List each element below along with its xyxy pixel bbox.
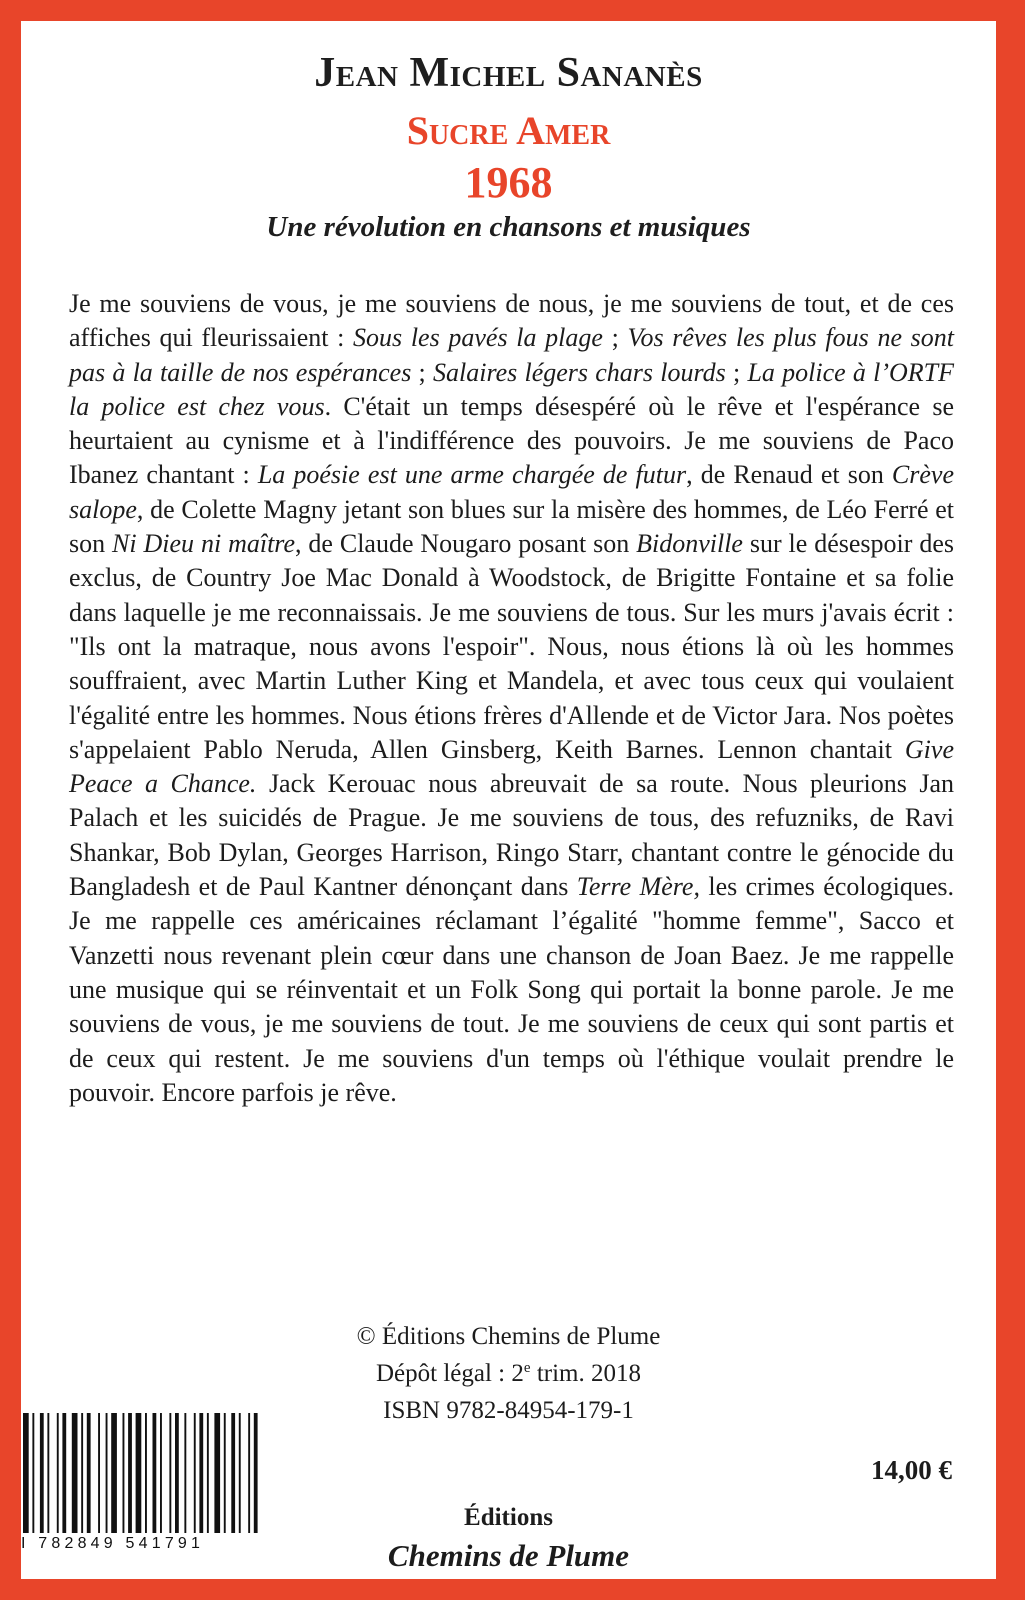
blurb-segment: . C'était un temps désespéré où le rêve et l'espérance se heurtaient au cynisme et à l'indifférence des pouvoirs. Je me souviens de Paco Ibanez chantant :	[69, 391, 954, 490]
blurb-italic-segment: Sous les pavés la plage	[353, 323, 603, 353]
copyright-line: © Éditions Chemins de Plume	[356, 1323, 661, 1350]
blurb-italic-segment: Give Peace a Chance.	[69, 734, 954, 799]
blurb-segment: ;	[411, 357, 433, 387]
back-cover	[21, 21, 996, 1579]
blurb-text	[69, 287, 954, 1110]
blurb-italic-segment: Vos rêves les plus fous ne sont pas à la taille de nos espérances	[69, 323, 954, 387]
blurb-italic-segment: Crève salope	[69, 460, 955, 524]
isbn-line: ISBN 9782-84954-179-1	[383, 1397, 634, 1424]
blurb-segment: sur le désespoir des exclus, de Country Joe Mac Donald à Woodstock, de Brigitte Fontaine et sa folie dans laquelle je me reconnaissais. Je me souviens de tous. Sur les murs j'avais écrit : "Ils ont la matraque, nous avons l'espoir". Nous, nous étions là où les hommes souffraient, avec Martin Luther King et Mandela, et avec tous ceux qui voulaient l'égalité entre les hommes. Nous étions frères d'Allende et de Victor Jara. Nos poètes s'appelaient Pablo Neruda, Allen Ginsberg, Keith Barnes. Lennon chantait	[69, 529, 954, 764]
price: 14,00 €	[871, 1455, 952, 1485]
book-title: Sucre Amer	[406, 108, 611, 153]
publisher-label: Éditions	[464, 1504, 553, 1531]
blurb-italic-segment: La police à l’ORTF la police est chez vous	[69, 357, 954, 421]
blurb-italic-segment: La poésie est une arme chargée de futur	[257, 460, 687, 490]
blurb-segment: ;	[602, 323, 628, 353]
blurb-segment: Jack Kerouac nous abreuvait de sa route. Nous pleurions Jan Palach et les suicidés de Prague. Je me souviens de tous, des refuzniks, de Ravi Shankar, Bob Dylan, Georges Harrison, Ringo Starr, chantant contre le génocide du Bangladesh et de Paul Kantner dénonçant dans	[69, 769, 954, 902]
blurb-italic-segment: Ni Dieu ni maître	[112, 529, 295, 559]
depot-legal-line	[21, 1355, 996, 1392]
blurb-italic-segment: Salaires légers chars lourds	[433, 357, 726, 387]
blurb-italic-segment: Bidonville	[636, 529, 743, 559]
depot-sup: e	[523, 1360, 531, 1376]
blurb-segment: ;	[725, 357, 748, 387]
blurb-segment: , de Claude Nougaro posant son	[295, 529, 637, 559]
depot-prefix: Dépôt légal : 2	[376, 1360, 524, 1387]
publisher-name: Chemins de Plume	[387, 1538, 630, 1573]
book-year: 1968	[464, 158, 553, 207]
book-subtitle: Une révolution en chansons et musiques	[266, 211, 751, 243]
blurb-segment: , de Renaud et son	[686, 460, 892, 490]
blurb-italic-segment: Terre Mère,	[576, 872, 700, 902]
depot-suffix: trim. 2018	[530, 1360, 641, 1387]
barcode-digits: I 782849 541791	[21, 1535, 205, 1552]
blurb-segment: Je me souviens de vous, je me souviens de nous, je me souviens de tout, et de ces affiches qui fleurissaient :	[69, 289, 954, 353]
blurb-segment: les crimes écologiques. Je me rappelle ces américaines réclamant l’égalité "homme femme", Sacco et Vanzetti nous revenant plein cœur dans une chanson de Joan Baez. Je me rappelle une musique qui se réinventait et un Folk Song qui portait la bonne parole. Je me souviens de vous, je me souviens de tout. Je me souviens de ceux qui sont partis et de ceux qui restent. Je me souviens d'un temps où l'éthique voulait prendre le pouvoir. Encore parfois je rêve.	[69, 872, 954, 1107]
author-name: Jean Michel Sananès	[314, 50, 703, 96]
blurb-segment: , de Colette Magny jetant son blues sur la misère des hommes, de Léo Ferré et son	[69, 494, 954, 559]
